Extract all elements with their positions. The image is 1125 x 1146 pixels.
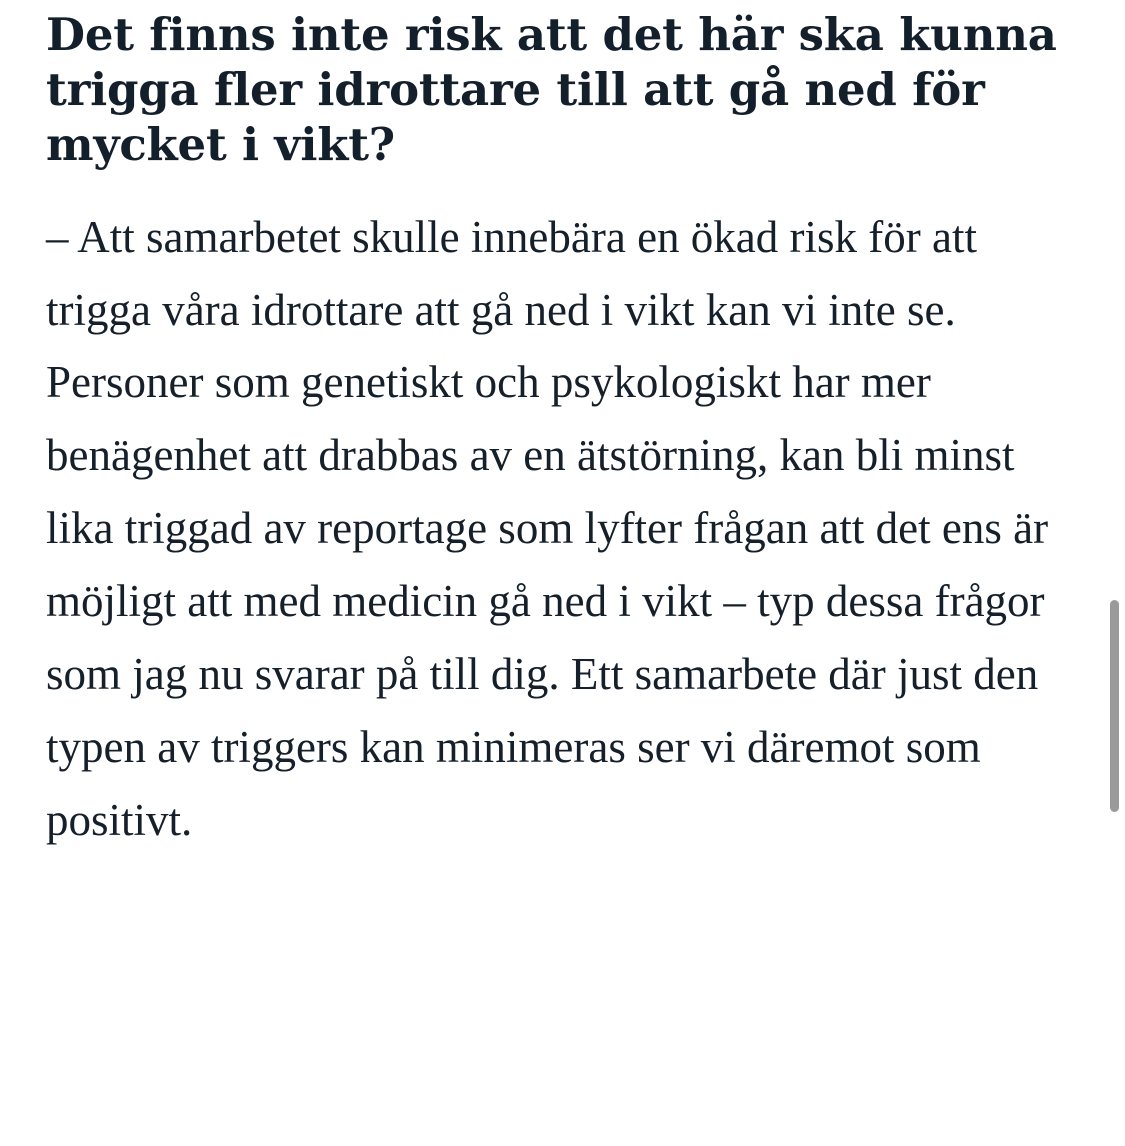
interview-question: Det finns inte risk att det här ska kunna trigga fler idrottare till att gå ned för mycket i vikt? [46, 8, 1057, 171]
page-scrollbar[interactable] [1109, 0, 1125, 1146]
scrollbar-thumb[interactable] [1110, 600, 1119, 812]
interview-answer: – Att samarbetet skulle innebära en ökad risk för att trigga våra idrottare att gå ned i vikt kan vi inte se. Personer som genetiskt och psykologiskt har mer benägenhet att drabbas av en ätstörning, kan bli minst lika triggad av reportage som lyfter frågan att det ens är möjligt att med medicin gå ned i vikt – typ dessa frågor som jag nu svarar på till dig. Ett samarbete där just den typen av triggers kan minimeras ser vi däremot som positivt. [46, 211, 1049, 845]
